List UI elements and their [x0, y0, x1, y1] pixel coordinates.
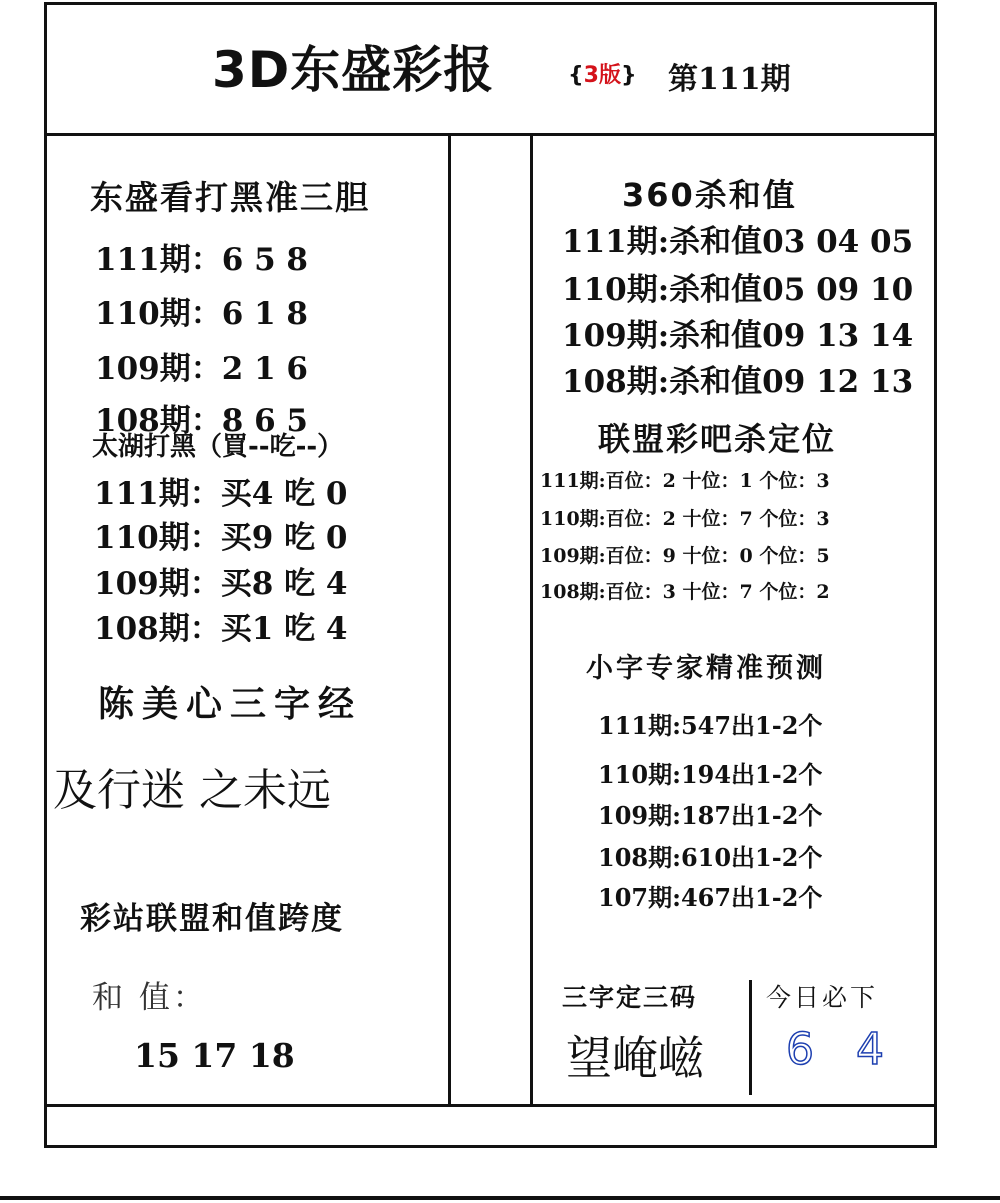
list-item: 108期:百位：3 十位：7 个位：2: [540, 581, 830, 603]
list-item: 110期：买9 吃 0: [94, 520, 348, 556]
list-item: 110期:百位：2 十位：7 个位：3: [540, 508, 830, 530]
list-item: 108期:610出1-2个: [598, 843, 823, 872]
section-title-caizhan: 彩站联盟和值跨度: [80, 901, 344, 937]
list-item: 111期:547出1-2个: [598, 711, 823, 740]
three-character-verse: 及行迷 之未远: [53, 765, 331, 816]
list-item: 111期：6 5 8: [95, 242, 309, 278]
sum-values: 15 17 18: [134, 1036, 295, 1075]
section-title-xiaozi: 小字专家精准预测: [586, 653, 826, 684]
sum-label: 和 值：: [92, 980, 207, 1016]
header-divider: [44, 133, 937, 136]
section-title-sanzi: 三字定三码: [562, 983, 698, 1012]
list-item: 110期:194出1-2个: [598, 760, 823, 789]
edition-brace-close: }: [620, 63, 637, 88]
list-item: 109期：2 1 6: [95, 351, 309, 387]
column-divider-left: [448, 136, 451, 1104]
page-title: 3D东盛彩报: [212, 41, 495, 99]
list-item: 111期:杀和值03 04 05: [562, 224, 914, 260]
list-item: 109期：买8 吃 4: [94, 566, 348, 602]
list-item: 107期:467出1-2个: [598, 883, 823, 912]
edition-label: 3版: [583, 63, 621, 88]
list-item: 108期：买1 吃 4: [94, 611, 348, 647]
issue-number: 第111期: [668, 62, 791, 97]
bottom-rule: [0, 1196, 1000, 1200]
list-item: 108期：8 6 5: [95, 403, 309, 439]
must-pick-digits: 6 4: [786, 1024, 898, 1075]
section-title-360: 360杀和值: [622, 176, 797, 214]
section-title-dongsheng: 东盛看打黑准三胆: [90, 178, 370, 217]
list-item: 109期:187出1-2个: [598, 801, 823, 830]
section-title-chenmeixin: 陈美心三字经: [98, 684, 363, 725]
footer-divider: [44, 1104, 937, 1107]
bottom-box-divider: [749, 980, 752, 1095]
list-item: 110期:杀和值05 09 10: [562, 272, 914, 308]
three-character-code: 望崦嵫: [566, 1031, 704, 1085]
section-title-lianmeng: 联盟彩吧杀定位: [598, 420, 837, 458]
section-title-taihu: 太湖打黑（買--吃--）: [92, 432, 344, 462]
list-item: 109期:百位：9 十位：0 个位：5: [540, 545, 830, 567]
list-item: 109期:杀和值09 13 14: [562, 318, 914, 354]
list-item: 111期:百位：2 十位：1 个位：3: [540, 470, 830, 492]
section-title-jinri: 今日必下: [766, 983, 879, 1012]
column-divider-right: [530, 136, 533, 1104]
list-item: 108期:杀和值09 12 13: [562, 364, 914, 400]
list-item: 111期：买4 吃 0: [94, 476, 348, 512]
edition-badge: [568, 58, 637, 89]
list-item: 110期：6 1 8: [95, 296, 309, 332]
edition-brace-open: {: [568, 63, 584, 88]
